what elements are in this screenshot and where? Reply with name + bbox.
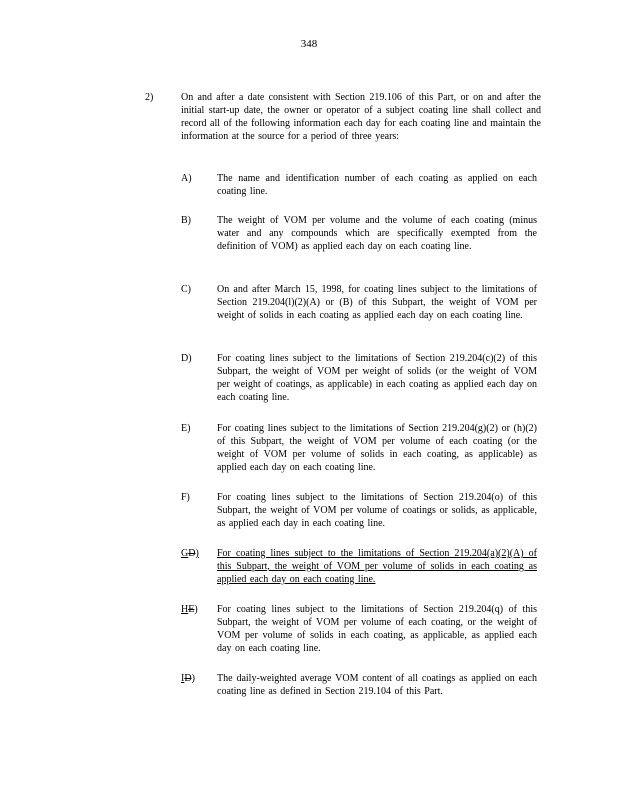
- inserted-letter: G: [181, 548, 189, 559]
- list-item-marker: [181, 603, 213, 616]
- list-item-marker: [181, 672, 213, 685]
- list-item-text: For coating lines subject to the limitations of Section 219.204(o) of this Subpart, the weight of VOM per volume of coatings or solids, as applicable, as applied each day in each coating line.: [217, 492, 537, 529]
- inserted-text: For coating lines subject to the limitations of Section 219.204(a)(2)(A) of this Subpart, the weight of VOM per volume of solids in each coating as applied each day on each coating line.: [217, 548, 537, 585]
- inserted-letter: H: [181, 604, 189, 615]
- list-item-marker: B): [181, 215, 191, 226]
- list-item-text: The weight of VOM per volume and the volume of each coating (minus water and any compounds which are specifically exempted from the definition of VOM) as applied each day on each coating line.: [217, 215, 537, 252]
- list-item-text: For coating lines subject to the limitations of Section 219.204(c)(2) of this Subpart, the weight of VOM per weight of solids (or the weight of VOM per weight of coatings, as applicable) in each coating as applied each day on each coating line.: [217, 353, 537, 403]
- list-item-text: The daily-weighted average VOM content of all coatings as applied on each coating line as defined in Section 219.104 of this Part.: [217, 673, 537, 697]
- list-item-marker: E): [181, 423, 191, 434]
- list-item-text: For coating lines subject to the limitations of Section 219.204(g)(2) or (h)(2) of this Subpart, the weight of VOM per volume of each coating (or the weight of VOM per volume of solids in each coating, as applicable) as applied each day on each coating line.: [217, 423, 537, 473]
- marker-paren: ): [191, 673, 195, 684]
- marker-paren: ): [195, 548, 199, 559]
- deleted-letter: D: [184, 673, 192, 684]
- deleted-letter: D: [188, 548, 196, 559]
- list-item-marker: A): [181, 173, 192, 184]
- inserted-letter: I: [181, 673, 185, 684]
- marker-paren: ): [194, 604, 198, 615]
- list-item-marker: [181, 547, 213, 560]
- list-item-text: The name and identification number of each coating as applied on each coating line.: [217, 173, 537, 197]
- deleted-letter: E: [188, 604, 195, 615]
- list-item-marker: D): [181, 353, 192, 364]
- list-item-text: On and after March 15, 1998, for coating lines subject to the limitations of Section 219.204(l)(2)(A) or (B) of this Subpart, the weight of VOM per weight of solids in each coating as applied each day on each coating line.: [217, 284, 537, 321]
- paragraph-text: On and after a date consistent with Section 219.106 of this Part, or on and after the initial start-up date, the owner or operator of a subject coating line shall collect and record all of the following information each day for each coating line and maintain the information at the source for a period of three years:: [181, 92, 541, 142]
- paragraph-marker: 2): [145, 92, 154, 103]
- page-number: 348: [300, 38, 318, 50]
- list-item-marker: F): [181, 492, 190, 503]
- list-item-text: For coating lines subject to the limitations of Section 219.204(q) of this Subpart, the weight of VOM per volume of each coating, or the weight of VOM per volume of solids in each coating, as applicable, as applied each day on each coating line.: [217, 604, 537, 654]
- list-item-marker: C): [181, 284, 191, 295]
